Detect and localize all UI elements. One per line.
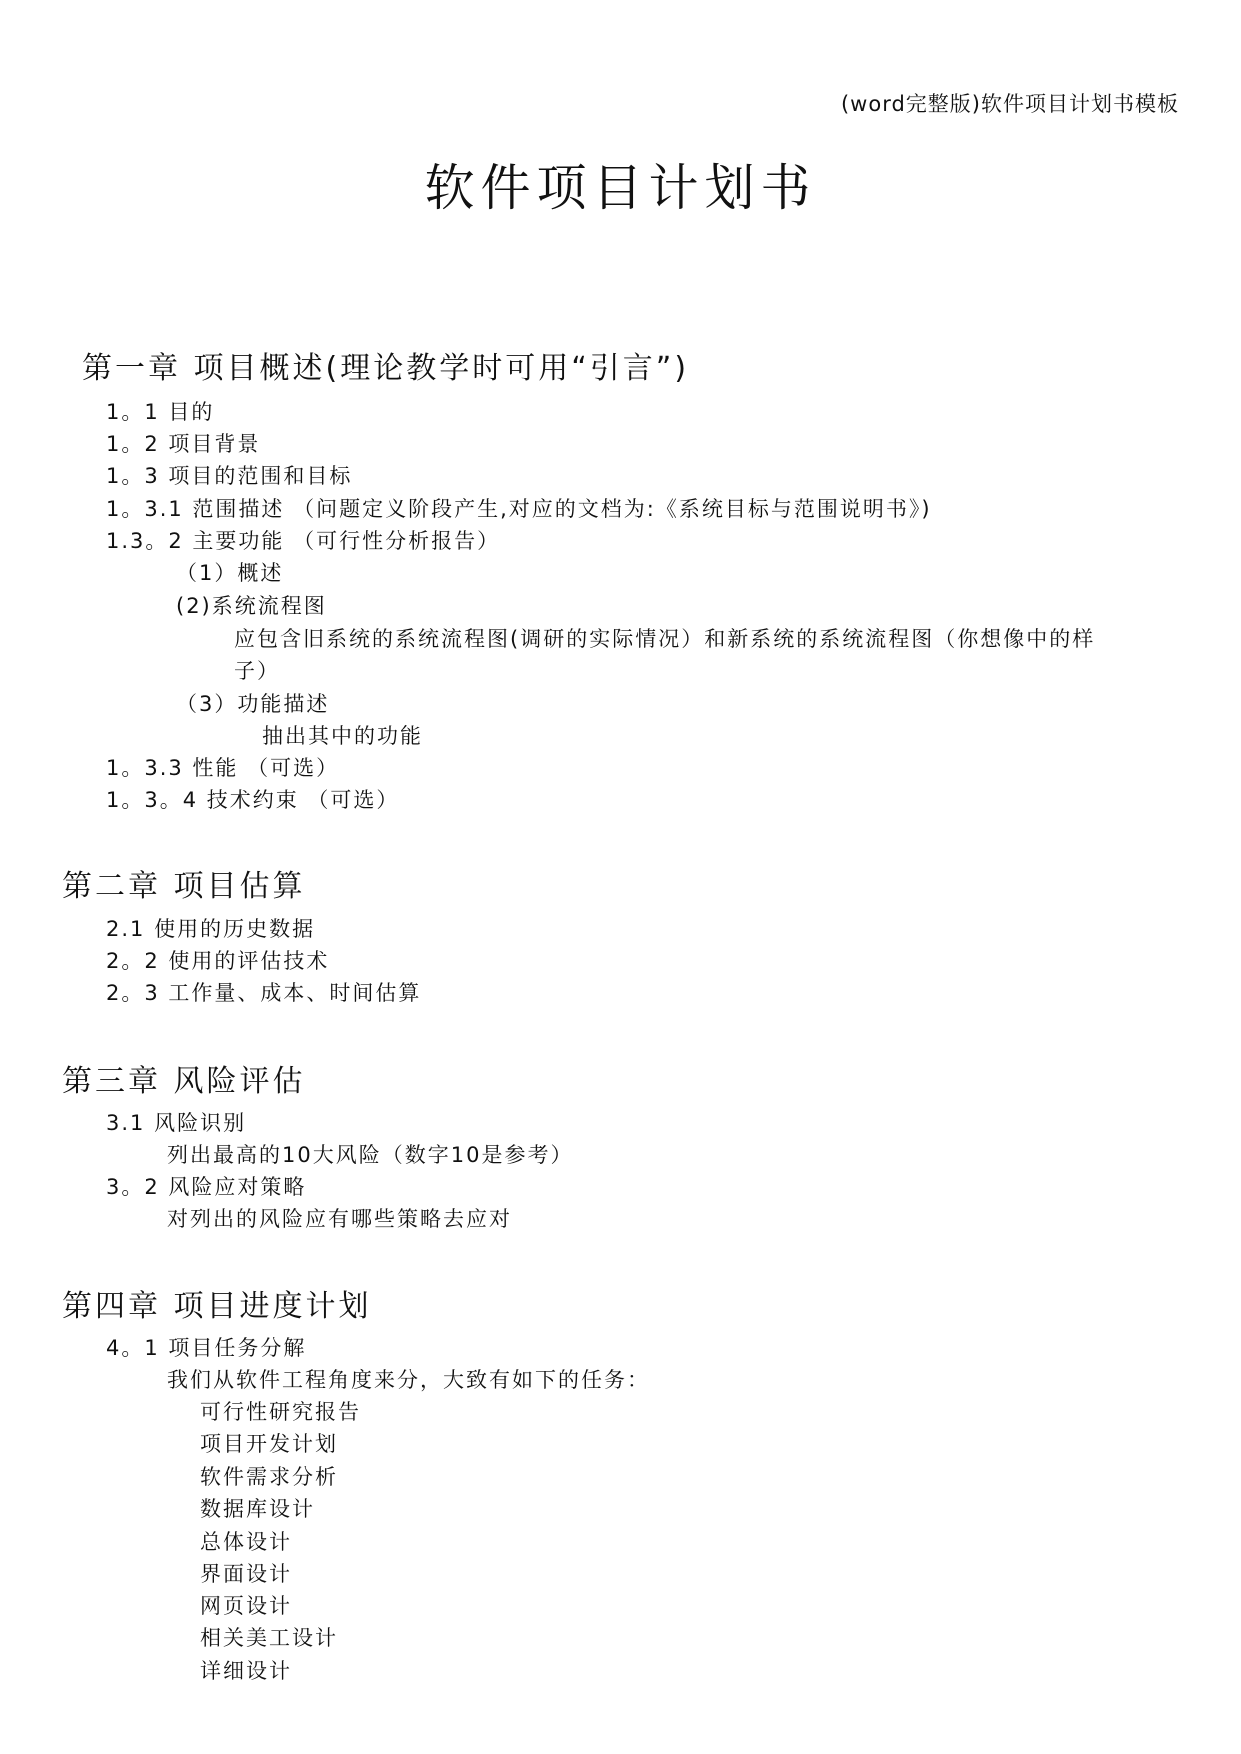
list-item: （1）概述 [176, 561, 284, 585]
list-item: （3）功能描述 [176, 692, 330, 716]
section-heading: 1。3。4 技术约束 （可选） [106, 788, 400, 812]
body-text: 对列出的风险应有哪些策略去应对 [167, 1207, 512, 1231]
task-item: 详细设计 [200, 1659, 292, 1683]
task-item: 相关美工设计 [200, 1626, 338, 1650]
chapter-heading: 第二章 项目估算 [62, 869, 306, 904]
page-header: (word完整版)软件项目计划书模板 [840, 92, 1179, 116]
chapter-heading: 第四章 项目进度计划 [62, 1289, 372, 1324]
task-item: 项目开发计划 [200, 1432, 338, 1456]
task-item: 软件需求分析 [200, 1465, 338, 1489]
body-text: 应包含旧系统的系统流程图(调研的实际情况）和新系统的系统流程图（你想像中的样 [234, 627, 1096, 651]
section-heading: 1。3.3 性能 （可选） [106, 756, 340, 780]
section-heading: 2。3 工作量、成本、时间估算 [106, 981, 422, 1005]
section-heading: 4。1 项目任务分解 [106, 1336, 307, 1360]
section-heading: 2.1 使用的历史数据 [106, 917, 316, 941]
section-heading: 1。2 项目背景 [106, 432, 261, 456]
section-heading: 1。1 目的 [106, 400, 215, 424]
task-item: 界面设计 [200, 1562, 292, 1586]
body-text: 子） [234, 659, 280, 683]
document-title: 软件项目计划书 [424, 159, 817, 217]
chapter-heading: 第一章 项目概述(理论教学时可用“引言”) [82, 351, 690, 386]
task-item: 总体设计 [200, 1530, 292, 1554]
section-heading: 2。2 使用的评估技术 [106, 949, 330, 973]
task-item: 网页设计 [200, 1594, 292, 1618]
body-text: 抽出其中的功能 [262, 724, 423, 748]
section-heading: 3.1 风险识别 [106, 1111, 247, 1135]
task-item: 可行性研究报告 [200, 1400, 361, 1424]
section-heading: 1。3.1 范围描述 （问题定义阶段产生,对应的文档为:《系统目标与范围说明书》) [106, 497, 932, 521]
task-item: 数据库设计 [200, 1497, 315, 1521]
chapter-heading: 第三章 风险评估 [62, 1064, 306, 1099]
section-heading: 1。3 项目的范围和目标 [106, 464, 353, 488]
section-heading: 1.3。2 主要功能 （可行性分析报告） [106, 529, 501, 553]
list-item: (2)系统流程图 [176, 594, 327, 618]
section-heading: 3。2 风险应对策略 [106, 1175, 307, 1199]
body-text: 我们从软件工程角度来分，大致有如下的任务： [167, 1368, 650, 1392]
body-text: 列出最高的10大风险（数字10是参考） [167, 1143, 574, 1167]
